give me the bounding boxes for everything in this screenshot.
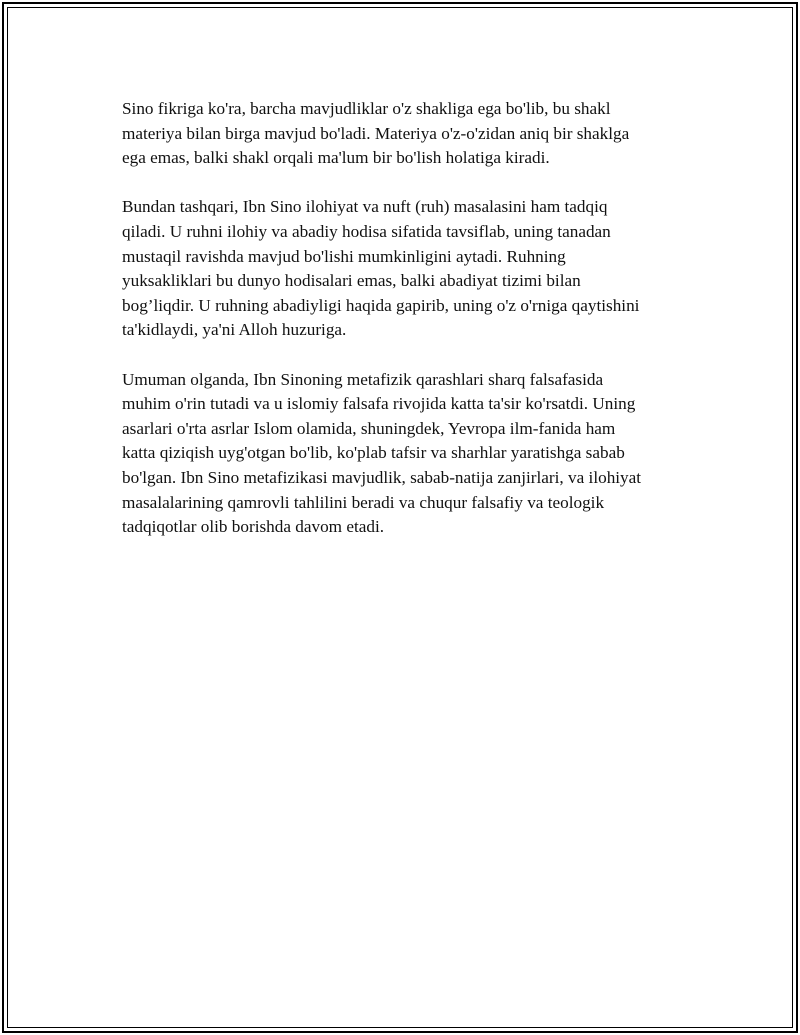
document-body [122, 97, 692, 564]
document-page [2, 2, 798, 1033]
paragraph-soul-and-divinity: Bundan tashqari, Ibn Sino ilohiyat va nuft (ruh) masalasini ham tadqiq qiladi. U ruhni ilohiy va abadiy hodisa sifatida tavsiflab, uning tanadan mustaqil ravishda mavjud bo'lishi mumkinligini aytadi. Ruhning yuksakliklari bu dunyo hodisalari emas, balki abadiyat tizimi bilan bog’liqdir. U ruhning abadiyligi haqida gapirib, uning o'z o'rniga qaytishini ta'kidlaydi, ya'ni Alloh huzuriga. [122, 197, 640, 340]
paragraph-conclusion: Umuman olganda, Ibn Sinoning metafizik qarashlari sharq falsafasida muhim o'rin tutadi va u islomiy falsafa rivojida katta ta'sir ko'rsatdi. Uning asarlari o'rta asrlar Islom olamida, shuningdek, Yevropa ilm-fanida ham katta qiziqish uyg'otgan bo'lib, ko'plab tafsir va sharhlar yaratishga sabab bo'lgan. Ibn Sino metafizikasi mavjudlik, sabab-natija zanjirlari, va ilohiyat masalalarining qamrovli tahlilini beradi va chuqur falsafiy va teologik tadqiqotlar olib borishda davom etadi. [122, 369, 642, 537]
paragraph-form-and-matter: Sino fikriga ko'ra, barcha mavjudliklar o'z shakliga ega bo'lib, bu shakl materiya bilan birga mavjud bo'ladi. Materiya o'z-o'zidan aniq bir shaklga ega emas, balki shakl orqali ma'lum bir bo'lish holatiga kiradi. [122, 99, 630, 168]
